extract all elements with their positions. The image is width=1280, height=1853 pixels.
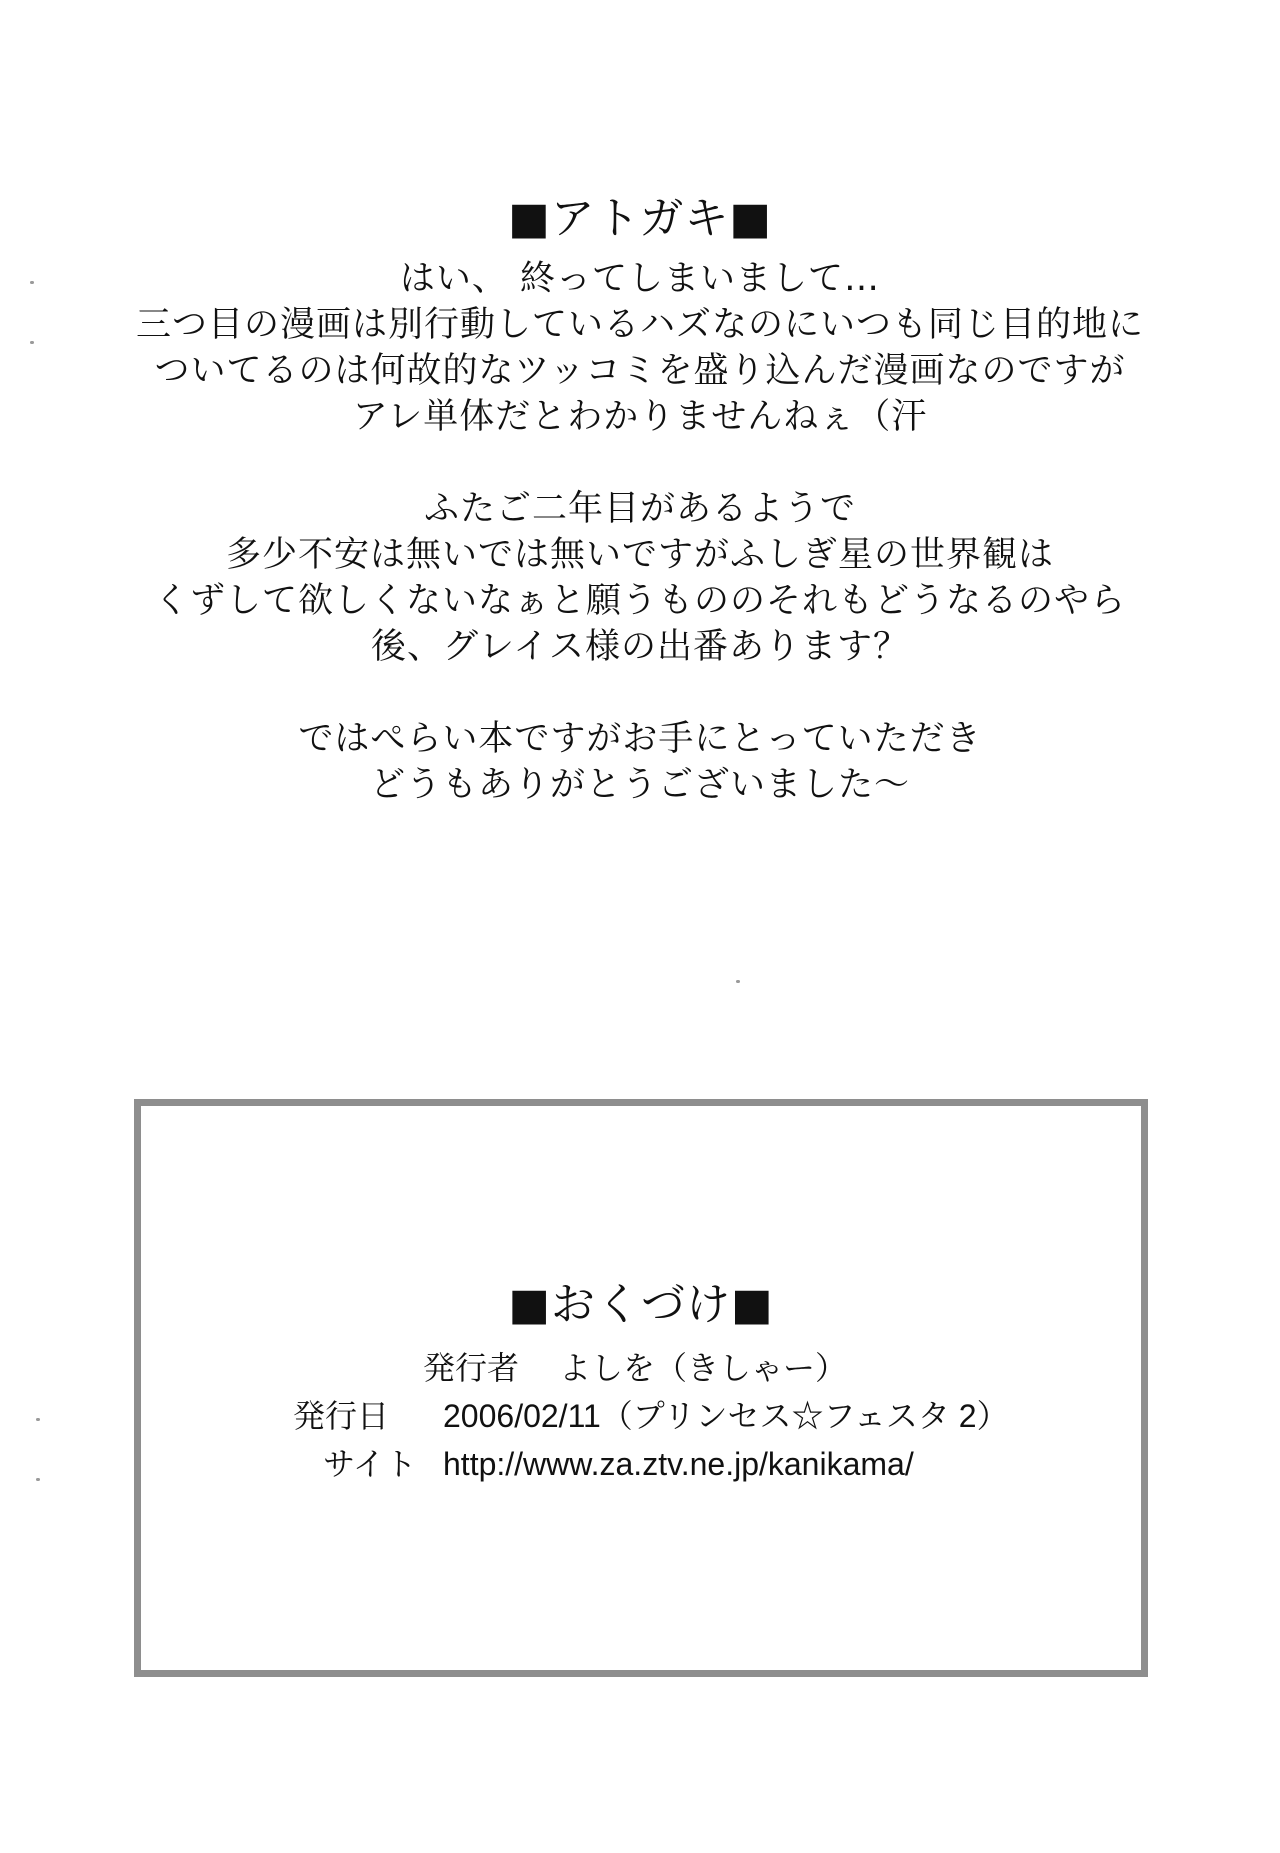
colophon-rows (293, 1344, 1009, 1488)
afterword-paragraph-2 (0, 486, 1280, 670)
publisher-row (293, 1344, 1009, 1392)
site-url: http://www.za.ztv.ne.jp/kanikama/ (443, 1446, 914, 1482)
colophon-heading: ■おくづけ■ (508, 1279, 774, 1330)
scan-speck (30, 341, 34, 344)
afterword-heading: ■アトガキ■ (508, 193, 772, 244)
publisher-label: 発行者 (423, 1349, 520, 1387)
date-label: 発行日 (293, 1397, 390, 1435)
afterword-line: 三つ目の漫画は別行動しているハズなのにいつも同じ目的地に (135, 305, 1144, 345)
paragraph-gap (0, 440, 1280, 486)
date-row (293, 1392, 1009, 1440)
scan-speck (36, 1478, 40, 1481)
afterword-line: どうもありがとうございました～ (369, 765, 910, 805)
afterword-section (0, 190, 1280, 808)
afterword-paragraph-1 (0, 256, 1280, 440)
afterword-line: ではぺらい本ですがお手にとっていただき (298, 719, 982, 759)
date-value: 2006/02/11（プリンセス☆フェスタ 2） (443, 1398, 1009, 1434)
paragraph-gap (0, 670, 1280, 716)
publisher-value: よしを（きしゃー） (559, 1349, 848, 1387)
site-label: サイト (323, 1445, 417, 1483)
scan-speck (30, 281, 34, 284)
afterword-line: 後、グレイス様の出番あります？ (371, 627, 909, 667)
afterword-line: 多少不安は無いでは無いですがふしぎ星の世界観は (225, 535, 1054, 575)
afterword-line: ふたご二年目があるようで (423, 489, 856, 529)
colophon-box (134, 1099, 1148, 1677)
scan-speck (36, 1418, 40, 1421)
afterword-line: くずして欲しくないなぁと願うもののそれもどうなるのやら (153, 581, 1126, 621)
scan-speck (736, 980, 740, 983)
afterword-line: はい、 終ってしまいまして… (399, 259, 881, 299)
afterword-line: ついてるのは何故的なツッコミを盛り込んだ漫画なのですが (154, 351, 1126, 391)
afterword-line: アレ単体だとわかりませんねぇ（汗 (352, 397, 928, 437)
afterword-paragraph-3 (0, 716, 1280, 808)
site-row (293, 1440, 1009, 1488)
